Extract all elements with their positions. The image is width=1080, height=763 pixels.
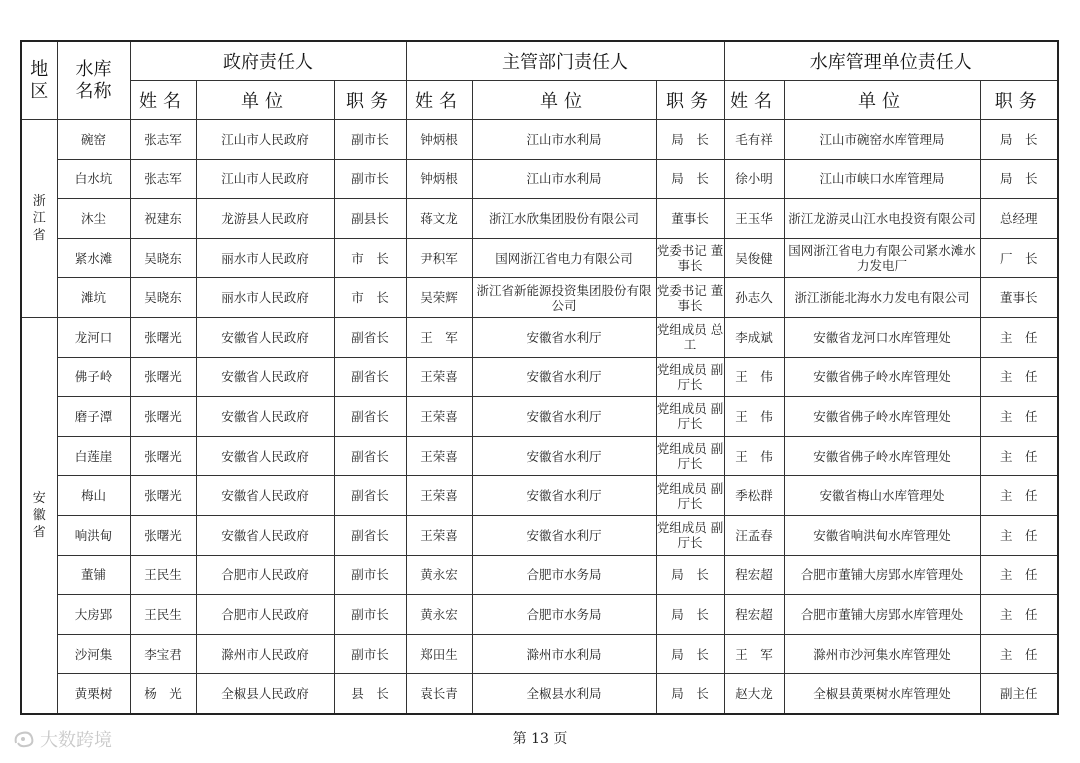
mgmt-unit-cell: 安徽省佛子岭水库管理处 [784, 436, 980, 476]
dept-title-cell: 局 长 [656, 634, 724, 674]
reservoir-name-cell: 龙河口 [57, 317, 130, 357]
dept-person-cell: 黄永宏 [406, 555, 472, 595]
gov-unit-cell: 丽水市人民政府 [196, 238, 334, 278]
gov-person-cell: 张曙光 [130, 515, 196, 555]
table-row [21, 436, 1058, 476]
reservoir-name-cell: 沐尘 [57, 199, 130, 239]
dept-unit-cell: 安徽省水利厅 [472, 317, 656, 357]
table-row [21, 317, 1058, 357]
reservoir-name-cell: 碗窑 [57, 120, 130, 160]
mgmt-unit-cell: 江山市碗窑水库管理局 [784, 120, 980, 160]
gov-title-cell: 副市长 [334, 634, 406, 674]
header-management-responsible: 水库管理单位责任人 [724, 41, 1058, 81]
mgmt-unit-cell: 安徽省佛子岭水库管理处 [784, 397, 980, 437]
table-row [21, 595, 1058, 635]
mgmt-title-cell: 主 任 [980, 436, 1058, 476]
gov-title-cell: 副省长 [334, 357, 406, 397]
gov-title-cell: 副市长 [334, 159, 406, 199]
mgmt-person-cell: 王玉华 [724, 199, 784, 239]
gov-title-cell: 县 长 [334, 674, 406, 714]
dept-person-cell: 王荣喜 [406, 476, 472, 516]
mgmt-unit-cell: 江山市峡口水库管理局 [784, 159, 980, 199]
watermark-text: 大数跨境 [40, 730, 112, 751]
dept-unit-cell: 滁州市水利局 [472, 634, 656, 674]
gov-person-cell: 吴晓东 [130, 238, 196, 278]
dept-title-cell: 董事长 [656, 199, 724, 239]
mgmt-title-cell: 主 任 [980, 634, 1058, 674]
gov-title-cell: 副省长 [334, 317, 406, 357]
dept-person-cell: 蒋文龙 [406, 199, 472, 239]
subheader-gov-name: 姓名 [130, 81, 196, 120]
dept-title-cell: 党委书记 董事长 [656, 238, 724, 278]
reservoir-name-cell: 黄栗树 [57, 674, 130, 714]
subheader-dept-name: 姓名 [406, 81, 472, 120]
subheader-gov-unit: 单位 [196, 81, 334, 120]
table-row [21, 238, 1058, 278]
gov-unit-cell: 全椒县人民政府 [196, 674, 334, 714]
dept-person-cell: 吴荣辉 [406, 278, 472, 318]
table-row [21, 278, 1058, 318]
mgmt-title-cell: 主 任 [980, 555, 1058, 595]
dept-title-cell: 局 长 [656, 555, 724, 595]
mgmt-title-cell: 局 长 [980, 120, 1058, 160]
gov-title-cell: 副省长 [334, 515, 406, 555]
mgmt-unit-cell: 安徽省龙河口水库管理处 [784, 317, 980, 357]
dept-title-cell: 局 长 [656, 674, 724, 714]
dept-unit-cell: 安徽省水利厅 [472, 436, 656, 476]
mgmt-unit-cell: 国网浙江省电力有限公司紧水滩水力发电厂 [784, 238, 980, 278]
mgmt-person-cell: 王 伟 [724, 397, 784, 437]
dept-person-cell: 钟炳根 [406, 159, 472, 199]
gov-title-cell: 副省长 [334, 397, 406, 437]
mgmt-unit-cell: 浙江浙能北海水力发电有限公司 [784, 278, 980, 318]
dept-unit-cell: 全椒县水利局 [472, 674, 656, 714]
dept-person-cell: 郑田生 [406, 634, 472, 674]
gov-title-cell: 市 长 [334, 278, 406, 318]
mgmt-unit-cell: 滁州市沙河集水库管理处 [784, 634, 980, 674]
header-reservoir-name: 水库名称 [57, 41, 130, 120]
subheader-gov-title: 职务 [334, 81, 406, 120]
mgmt-title-cell: 局 长 [980, 159, 1058, 199]
gov-person-cell: 王民生 [130, 595, 196, 635]
dept-person-cell: 王荣喜 [406, 397, 472, 437]
mgmt-title-cell: 副主任 [980, 674, 1058, 714]
gov-person-cell: 张志军 [130, 159, 196, 199]
dept-unit-cell: 安徽省水利厅 [472, 476, 656, 516]
mgmt-person-cell: 孙志久 [724, 278, 784, 318]
reservoir-name-cell: 梅山 [57, 476, 130, 516]
dept-unit-cell: 浙江省新能源投资集团股份有限公司 [472, 278, 656, 318]
table-row [21, 357, 1058, 397]
gov-title-cell: 副省长 [334, 436, 406, 476]
dept-person-cell: 王荣喜 [406, 357, 472, 397]
reservoir-name-cell: 沙河集 [57, 634, 130, 674]
dept-title-cell: 党组成员 副厅长 [656, 397, 724, 437]
region-label: 安徽省 [32, 490, 46, 540]
mgmt-person-cell: 徐小明 [724, 159, 784, 199]
gov-title-cell: 副市长 [334, 595, 406, 635]
gov-unit-cell: 江山市人民政府 [196, 159, 334, 199]
mgmt-person-cell: 王 伟 [724, 357, 784, 397]
mgmt-person-cell: 季松群 [724, 476, 784, 516]
subheader-mgmt-unit: 单位 [784, 81, 980, 120]
gov-unit-cell: 安徽省人民政府 [196, 317, 334, 357]
mgmt-unit-cell: 安徽省佛子岭水库管理处 [784, 357, 980, 397]
mgmt-person-cell: 毛有祥 [724, 120, 784, 160]
mgmt-unit-cell: 全椒县黄栗树水库管理处 [784, 674, 980, 714]
gov-person-cell: 张曙光 [130, 436, 196, 476]
gov-unit-cell: 滁州市人民政府 [196, 634, 334, 674]
dept-unit-cell: 安徽省水利厅 [472, 397, 656, 437]
reservoir-name-cell: 磨子潭 [57, 397, 130, 437]
table-row [21, 199, 1058, 239]
gov-unit-cell: 安徽省人民政府 [196, 397, 334, 437]
gov-person-cell: 祝建东 [130, 199, 196, 239]
gov-unit-cell: 江山市人民政府 [196, 120, 334, 160]
gov-unit-cell: 安徽省人民政府 [196, 357, 334, 397]
dept-title-cell: 党委书记 董事长 [656, 278, 724, 318]
dept-person-cell: 钟炳根 [406, 120, 472, 160]
dept-person-cell: 王荣喜 [406, 515, 472, 555]
mgmt-person-cell: 汪孟春 [724, 515, 784, 555]
gov-person-cell: 张曙光 [130, 357, 196, 397]
mgmt-unit-cell: 安徽省响洪甸水库管理处 [784, 515, 980, 555]
reservoir-name-cell: 滩坑 [57, 278, 130, 318]
region-cell [21, 120, 57, 318]
subheader-mgmt-title: 职务 [980, 81, 1058, 120]
mgmt-unit-cell: 浙江龙游灵山江水电投资有限公司 [784, 199, 980, 239]
subheader-dept-title: 职务 [656, 81, 724, 120]
reservoir-name-cell: 白水坑 [57, 159, 130, 199]
table-row [21, 634, 1058, 674]
dept-person-cell: 尹积军 [406, 238, 472, 278]
reservoir-name-cell: 响洪甸 [57, 515, 130, 555]
dept-person-cell: 黄永宏 [406, 595, 472, 635]
dept-person-cell: 袁长青 [406, 674, 472, 714]
subheader-dept-unit: 单位 [472, 81, 656, 120]
dept-person-cell: 王 军 [406, 317, 472, 357]
mgmt-person-cell: 王 军 [724, 634, 784, 674]
reservoir-name-cell: 佛子岭 [57, 357, 130, 397]
mgmt-title-cell: 主 任 [980, 515, 1058, 555]
mgmt-title-cell: 厂 长 [980, 238, 1058, 278]
mgmt-title-cell: 总经理 [980, 199, 1058, 239]
gov-unit-cell: 安徽省人民政府 [196, 436, 334, 476]
gov-title-cell: 副市长 [334, 555, 406, 595]
gov-person-cell: 张志军 [130, 120, 196, 160]
reservoir-name-cell: 紧水滩 [57, 238, 130, 278]
table-row [21, 674, 1058, 714]
gov-unit-cell: 安徽省人民政府 [196, 476, 334, 516]
mgmt-person-cell: 程宏超 [724, 555, 784, 595]
mgmt-unit-cell: 安徽省梅山水库管理处 [784, 476, 980, 516]
mgmt-title-cell: 主 任 [980, 595, 1058, 635]
mgmt-unit-cell: 合肥市董铺大房郢水库管理处 [784, 595, 980, 635]
dept-title-cell: 局 长 [656, 595, 724, 635]
gov-unit-cell: 安徽省人民政府 [196, 515, 334, 555]
header-department-responsible: 主管部门责任人 [406, 41, 724, 81]
dept-unit-cell: 国网浙江省电力有限公司 [472, 238, 656, 278]
dept-person-cell: 王荣喜 [406, 436, 472, 476]
dept-title-cell: 党组成员 副厅长 [656, 515, 724, 555]
dept-title-cell: 党组成员 副厅长 [656, 436, 724, 476]
gov-title-cell: 副市长 [334, 120, 406, 160]
gov-unit-cell: 龙游县人民政府 [196, 199, 334, 239]
mgmt-title-cell: 董事长 [980, 278, 1058, 318]
reservoir-name-cell: 董铺 [57, 555, 130, 595]
mgmt-person-cell: 李成斌 [724, 317, 784, 357]
gov-person-cell: 王民生 [130, 555, 196, 595]
dept-title-cell: 局 长 [656, 159, 724, 199]
gov-title-cell: 副省长 [334, 476, 406, 516]
gov-unit-cell: 丽水市人民政府 [196, 278, 334, 318]
table-row [21, 476, 1058, 516]
dept-unit-cell: 安徽省水利厅 [472, 357, 656, 397]
reservoir-name-cell: 大房郢 [57, 595, 130, 635]
mgmt-unit-cell: 合肥市董铺大房郢水库管理处 [784, 555, 980, 595]
dept-unit-cell: 浙江水欣集团股份有限公司 [472, 199, 656, 239]
dept-unit-cell: 安徽省水利厅 [472, 515, 656, 555]
header-region: 地区 [21, 41, 57, 120]
reservoir-name-cell: 白莲崖 [57, 436, 130, 476]
mgmt-person-cell: 赵大龙 [724, 674, 784, 714]
gov-person-cell: 张曙光 [130, 317, 196, 357]
mgmt-title-cell: 主 任 [980, 397, 1058, 437]
gov-person-cell: 张曙光 [130, 397, 196, 437]
gov-title-cell: 副县长 [334, 199, 406, 239]
region-label: 浙江省 [32, 193, 46, 243]
mgmt-title-cell: 主 任 [980, 317, 1058, 357]
table-row [21, 397, 1058, 437]
table-row [21, 555, 1058, 595]
gov-person-cell: 杨 光 [130, 674, 196, 714]
dept-unit-cell: 江山市水利局 [472, 159, 656, 199]
dept-title-cell: 局 长 [656, 120, 724, 160]
dept-title-cell: 党组成员 副厅长 [656, 357, 724, 397]
table-row [21, 120, 1058, 160]
gov-person-cell: 李宝君 [130, 634, 196, 674]
table-row [21, 515, 1058, 555]
mgmt-title-cell: 主 任 [980, 476, 1058, 516]
dept-unit-cell: 合肥市水务局 [472, 595, 656, 635]
table-row [21, 159, 1058, 199]
gov-unit-cell: 合肥市人民政府 [196, 595, 334, 635]
dept-title-cell: 党组成员 副厅长 [656, 476, 724, 516]
mgmt-person-cell: 程宏超 [724, 595, 784, 635]
gov-person-cell: 吴晓东 [130, 278, 196, 318]
gov-unit-cell: 合肥市人民政府 [196, 555, 334, 595]
header-government-responsible: 政府责任人 [130, 41, 406, 81]
gov-title-cell: 市 长 [334, 238, 406, 278]
mgmt-title-cell: 主 任 [980, 357, 1058, 397]
page-number: 第 13 页 [512, 731, 568, 747]
mgmt-person-cell: 吴俊健 [724, 238, 784, 278]
dept-unit-cell: 江山市水利局 [472, 120, 656, 160]
reservoir-responsibility-table [20, 40, 1059, 715]
dept-title-cell: 党组成员 总工 [656, 317, 724, 357]
dept-unit-cell: 合肥市水务局 [472, 555, 656, 595]
subheader-mgmt-name: 姓名 [724, 81, 784, 120]
mgmt-person-cell: 王 伟 [724, 436, 784, 476]
region-cell [21, 317, 57, 713]
gov-person-cell: 张曙光 [130, 476, 196, 516]
